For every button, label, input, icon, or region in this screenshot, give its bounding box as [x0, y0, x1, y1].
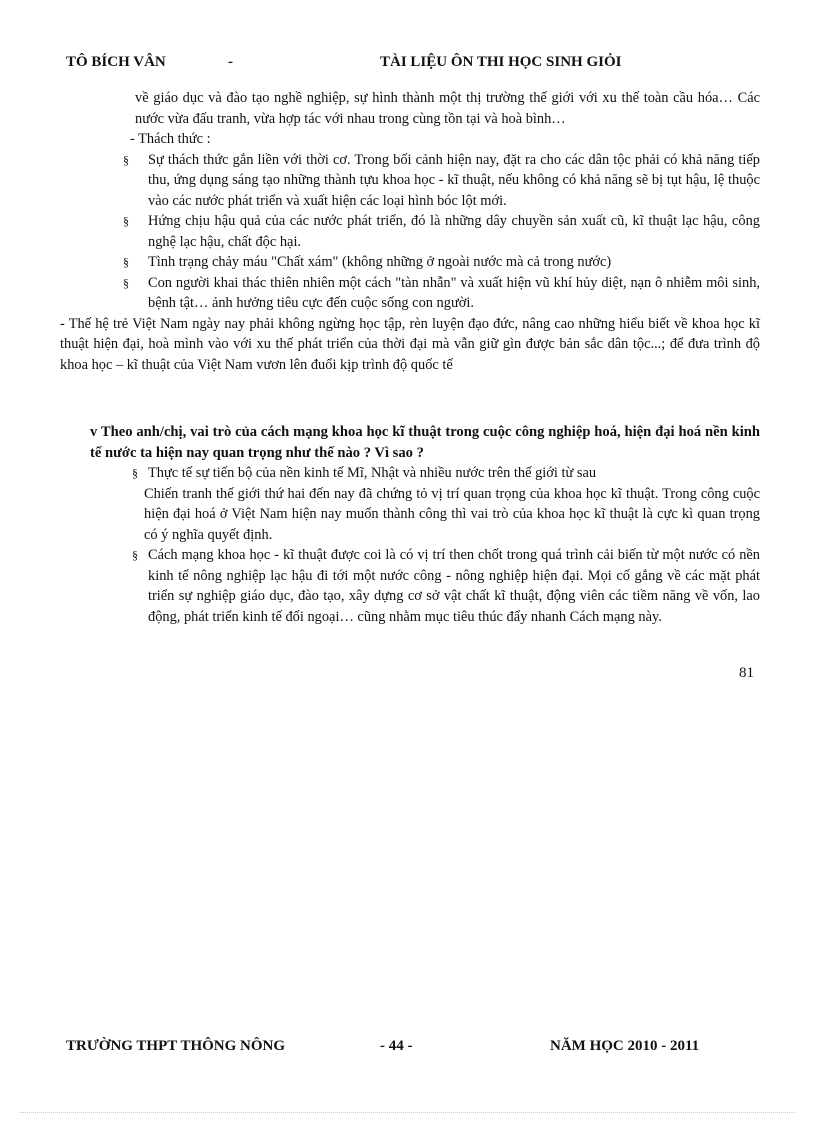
answer-item-text: Thực tế sự tiến bộ của nền kinh tế Mĩ, Nhật và nhiều nước trên thế giới từ sau	[148, 465, 597, 481]
header-author: TÔ BÍCH VÂN	[66, 54, 166, 70]
challenge-item-text: Hứng chịu hậu quả của các nước phát triển, đó là những dây chuyền sản xuất cũ, kĩ thuật lạc hậu, công nghệ lạc hậu, chất độc hại.	[148, 213, 760, 250]
youth-paragraph: - Thế hệ trẻ Việt Nam ngày nay phải không ngừng học tập, rèn luyện đạo đức, nâng cao những hiểu biết về khoa học kĩ thuật hiện đại, hoà mình vào với xu thế phát triển của thời đại mà vẫn giữ gìn được bản sắc dân tộc...; để đưa trình độ khoa học – kĩ thuật của Việt Nam vươn lên đuổi kịp trình độ quốc tế	[60, 315, 760, 373]
answer-item-text: Cách mạng khoa học - kĩ thuật được coi là có vị trí then chốt trong quá trình cải biến từ một nước có nền kinh tế nông nghiệp lạc hậu đi tới một nước công - nông nghiệp hiện đại. Mọi cố gắng về các mặt phát triển sự nghiệp giáo dục, đào tạo, xây dựng cơ sở vật chất kĩ thuật, động viên các tiềm năng về vốn, lao động, phát triển kinh tế đối ngoại… cũng nhằm mục tiêu thúc đẩy nhanh Cách mạng này.	[148, 547, 760, 625]
page-edge-divider	[20, 1112, 796, 1113]
bullet-marker: §	[123, 152, 129, 167]
challenge-item	[90, 150, 760, 212]
answer-continuation: Chiến tranh thế giới thứ hai đến nay đã chứng tỏ vị trí quan trọng của khoa học kĩ thuật. Trong công cuộc hiện đại hoá ở Việt Nam hiện nay muốn thành công thì vai trò của khoa học kĩ thuật là cực kì quan trọng có ý nghĩa quyết định.	[144, 485, 760, 543]
footer-school: TRƯỜNG THPT THÔNG NÔNG	[66, 1038, 286, 1054]
challenge-item-text: Sự thách thức gắn liền với thời cơ. Trong bối cảnh hiện nay, đặt ra cho các dân tộc phải có khả năng tiếp thu, ứng dụng sáng tạo những thành tựu khoa học - kĩ thuật, nếu không có khả năng sẽ bị tụt hậu, lệ thuộc vào các nước phát triển và xuất hiện các loại hình bóc lột mới.	[148, 151, 760, 209]
challenges-label: - Thách thức :	[130, 131, 211, 147]
document-body	[60, 88, 760, 627]
challenge-item	[90, 211, 760, 252]
challenge-item	[90, 252, 760, 273]
answer-item	[90, 545, 760, 627]
bullet-marker: §	[132, 548, 138, 562]
footer-page: - 44 -	[380, 1038, 413, 1054]
challenge-item-text: Con người khai thác thiên nhiên một cách "tàn nhẫn" và xuất hiện vũ khí hủy diệt, nạn ô nhiễm môi sinh, bệnh tật… ảnh hưởng tiêu cực đến cuộc sống con người.	[148, 274, 760, 311]
continued-paragraph: về giáo dục và đào tạo nghề nghiệp, sự hình thành một thị trường thế giới với xu thế toàn cầu hóa… Các nước vừa đấu tranh, vừa hợp tác với nhau trong cùng tồn tại và hoà bình…	[135, 90, 760, 127]
header-dash: -	[228, 54, 233, 70]
bullet-marker: §	[123, 275, 129, 290]
bullet-marker: §	[123, 255, 129, 269]
bullet-marker: §	[132, 466, 138, 480]
question-heading: v Theo anh/chị, vai trò của cách mạng khoa học kĩ thuật trong cuộc công nghiệp hoá, hiện đại hoá nền kinh tế nước ta hiện nay quan trọng như thế nào ? Vì sao ?	[90, 424, 760, 461]
answer-item	[90, 463, 760, 484]
challenge-item	[90, 273, 760, 314]
footer-year: NĂM HỌC 2010 - 2011	[550, 1038, 700, 1054]
bullet-marker: §	[123, 214, 129, 228]
challenge-item-text: Tình trạng chảy máu "Chất xám" (không những ở ngoài nước mà cả trong nước)	[148, 254, 612, 270]
header-title: TÀI LIỆU ÔN THI HỌC SINH GIỎI	[380, 54, 622, 70]
page-number: 81	[739, 665, 754, 681]
